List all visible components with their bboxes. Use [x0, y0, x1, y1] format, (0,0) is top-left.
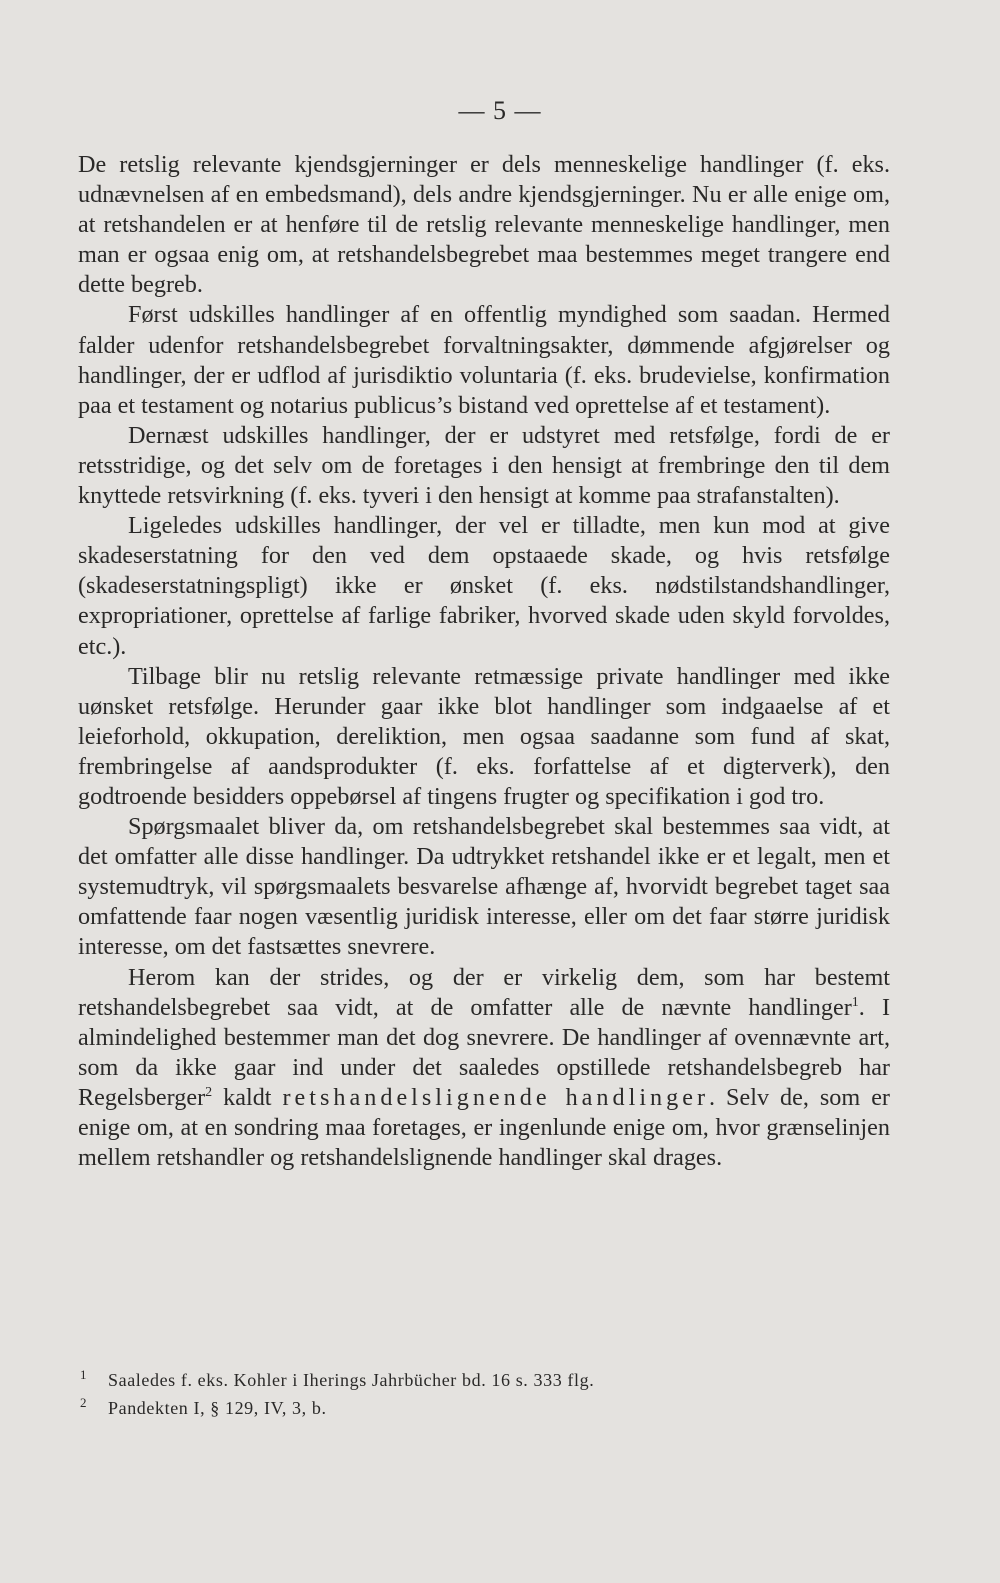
paragraph: Først udskilles handlinger af en offentlig myndighed som saadan. Hermed falder udenfor retshandelsbegrebet forvaltningsakter, dømmende afgjørelser og handlinger, der er udflod af jurisdiktio voluntaria (f. eks. brudevielse, konfirmation paa et testament og notarius publicus’s bistand ved oprettelse af et testament). [78, 301, 890, 419]
paragraph: Dernæst udskilles handlinger, der er udstyret med retsfølge, fordi de er retsstridige, og det selv om de foretages i den hensigt at frembringe den til dem knyttede retsvirkning (f. eks. tyveri i den hensigt at komme paa strafanstalten). [78, 421, 890, 510]
footnote-text: Saaledes f. eks. Kohler i Iherings Jahrbücher bd. 16 s. 333 flg. [108, 1370, 595, 1390]
emphasized-term: retshandelslignende handlinger [282, 1083, 710, 1111]
text-segment: . Selv de, som er enige om, at en sondring maa foretages, er ingenlunde enige om, hvor grænselinjen mellem retshandler og retshandelslignende handlinger skal drages. [78, 1083, 890, 1172]
page-number: — 5 — [458, 96, 542, 125]
paragraph [78, 963, 890, 1174]
paragraph: Spørgsmaalet bliver da, om retshandelsbegrebet skal bestemmes saa vidt, at det omfatter alle disse handlinger. Da udtrykket retshandel ikke er et legalt, men et systemudtryk, vil spørgsmaalets besvarelse afhænge af, hvorvidt begrebet taget saa omfattende faar nogen væsentlig juridisk interesse, eller om det faar større juridisk interesse, om det fastsættes snevrere. [78, 813, 890, 961]
text-segment: Herom kan der strides, og der er virkelig dem, som har bestemt retshandelsbegrebet saa vidt, at de omfatter alle de nævnte handlinger [78, 963, 890, 1021]
footnote: 2 Pandekten I, § 129, IV, 3, b. [80, 1395, 327, 1418]
footnote-reference: 2 [205, 1084, 213, 1100]
footnotes [80, 1366, 880, 1422]
paragraph: Ligeledes udskilles handlinger, der vel er tilladte, men kun mod at give skadeserstatning for den ved dem opstaaede skade, og hvis retsfølge (skadeserstatningspligt) ikke er ønsket (f. eks. nødstilstandshandlinger, expropriationer, oprettelse af farlige fabriker, hvorved skade uden skyld forvoldes, etc.). [78, 512, 890, 660]
text-segment: . I almindelighed bestemmer man det dog snevrere. De handlinger af ovennævnte art, som da ikke gaar ind under det saaledes opstillede retshandelsbegreb har Regelsberger [78, 993, 890, 1111]
paragraph: Tilbage blir nu retslig relevante retmæssige private handlinger med ikke uønsket retsfølge. Herunder gaar ikke blot handlinger som indgaaelse af et leieforhold, okkupation, dereliktion, men ogsaa saadanne som fund af skat, frembringelse af aandsprodukter (f. eks. forfattelse af et digterverk), den godtroende besidders oppebørsel af tingens frugter og specifikation i god tro. [78, 662, 890, 810]
paragraph: De retslig relevante kjendsgjerninger er dels menneskelige handlinger (f. eks. udnævnelsen af en embedsmand), dels andre kjendsgjerninger. Nu er alle enige om, at retshandelen er at henføre til de retslig relevante menneskelige handlinger, men man er ogsaa enig om, at retshandelsbegrebet maa bestemmes meget trangere end dette begreb. [78, 151, 890, 299]
body-text [78, 150, 890, 1173]
footnote-reference: 1 [851, 994, 859, 1010]
footnote-text: Pandekten I, § 129, IV, 3, b. [108, 1398, 327, 1418]
footnote: 1 Saaledes f. eks. Kohler i Iherings Jahrbücher bd. 16 s. 333 flg. [80, 1367, 595, 1390]
text-segment: kaldt [212, 1083, 283, 1111]
